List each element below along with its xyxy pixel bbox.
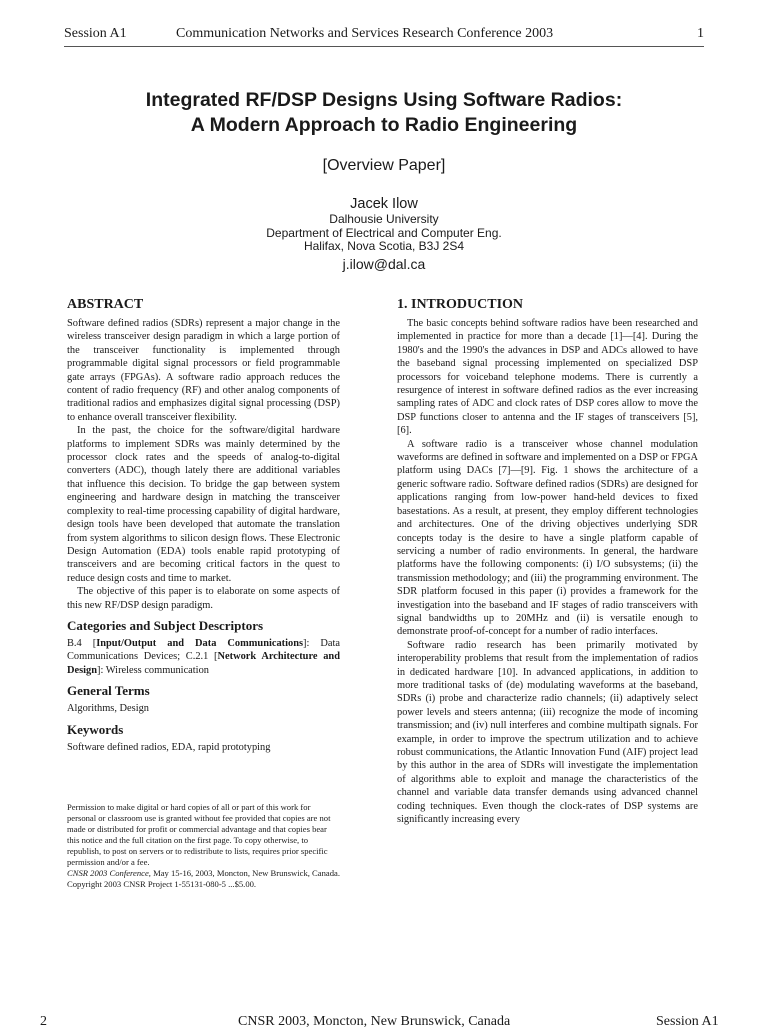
paper-title xyxy=(0,88,768,138)
permission-notice xyxy=(67,802,340,890)
categories-heading: Categories and Subject Descriptors xyxy=(67,617,264,633)
abstract-paragraph: Software defined radios (SDRs) represent a major change in the wireless transceiver design paradigm in which a large portion of the transceiver functionality is implemented through programmable digital signal processors or field programmable gate arrays (FPGAs). A software radio approach reduces the content of radio frequency (RF) and other analog components of traditional radios and emphasizes digital signal processing (DSP) to enhance overall transceiver flexibility. xyxy=(67,318,340,423)
left-column xyxy=(67,296,340,754)
header-conference: Communication Networks and Services Research Conference 2003 xyxy=(176,26,554,41)
general-terms-text: Algorithms, Design xyxy=(67,703,149,715)
running-header xyxy=(64,26,704,46)
categories-part: ]: Data Communications Devices; C.2.1 [ xyxy=(67,637,341,663)
author-block xyxy=(0,195,768,274)
abstract-paragraph: The objective of this paper is to elaborate on some aspects of this new RF/DSP design paradigm. xyxy=(67,586,340,611)
keywords-heading: Keywords xyxy=(67,721,124,737)
abstract-heading: ABSTRACT xyxy=(67,297,144,312)
footer-page-number: 2 xyxy=(40,1014,47,1029)
author-email[interactable]: j.ilow@dal.ca xyxy=(342,255,426,272)
author-university: Dalhousie University xyxy=(329,212,439,226)
running-footer xyxy=(0,1014,768,1034)
footer-session: Session A1 xyxy=(656,1014,719,1029)
conference-name: CNSR 2003 Conference xyxy=(67,868,149,878)
conference-details: , May 15-16, 2003, Moncton, New Brunswick, Canada. xyxy=(148,868,340,878)
author-address: Halifax, Nova Scotia, B3J 2S4 xyxy=(303,239,465,253)
header-page-number: 1 xyxy=(697,26,704,41)
permission-text: Permission to make digital or hard copies of all or part of this work for personal or classroom use is granted without fee provided that copies are not made or distributed for profit or commercial advantage and that copies bear this notice and the full citation on the first page. To copy otherwise, to republish, to post on servers or to redistribute to lists, requires prior specific permission and/or a fee. xyxy=(67,802,331,867)
abstract-paragraph: In the past, the choice for the software/digital hardware platforms to implement SDRs was mainly determined by the processor clock rates and the speeds of analog-to-digital converters (ADC), though lately there are additional variables that influence this decision. To bridge the gap between system engineering and hardware design in matching the transceiver complexity to real-time processing capability of digital hardware, design tools have been developed that automate the translation from system algorithms to silicon design flows. These Electronic Design Automation (EDA) tools enable rapid prototyping of transceivers and are becoming critical factors in the quest to reduce design costs and time to market. xyxy=(67,425,340,584)
title-line-2: A Modern Approach to Radio Engineering xyxy=(190,114,578,136)
author-department: Department of Electrical and Computer Eng. xyxy=(266,225,502,240)
title-line-1: Integrated RF/DSP Designs Using Software Radios: xyxy=(145,89,623,111)
copyright-text: Copyright 2003 CNSR Project 1-55131-080-5 ...$5.00. xyxy=(67,879,257,889)
categories-text xyxy=(67,637,340,677)
keywords-text: Software defined radios, EDA, rapid prototyping xyxy=(67,741,271,753)
paper-subtitle: [Overview Paper] xyxy=(322,157,446,174)
right-column xyxy=(397,296,698,826)
categories-bold: Input/Output and Data Communications xyxy=(96,637,304,649)
footer-conference: CNSR 2003, Moncton, New Brunswick, Canada xyxy=(238,1014,511,1029)
header-session: Session A1 xyxy=(64,26,127,41)
header-rule xyxy=(64,46,704,47)
author-name: Jacek Ilow xyxy=(350,196,418,212)
categories-bold: Network Architecture and Design xyxy=(67,651,340,676)
categories-part: ]: Wireless communication xyxy=(97,664,209,676)
intro-paragraph: The basic concepts behind software radios have been researched and implemented in practice for more than a decade [1]—[4]. During the 1980's and the 1990's the advances in DSP and ADCs allowed to have the baseband signal processing implemented on specialized DSP processors for voiceband telephone modems. There is currently a resurgence of interest in software defined radios as the ever increasing sampling rates of ADC and clock rates of DSP cores allow to move the DSP functions closer to antenna and the IF stages of transceivers [5], [6]. xyxy=(397,318,698,437)
general-terms-heading: General Terms xyxy=(67,683,150,699)
conference-info xyxy=(67,868,340,879)
intro-paragraph: Software radio research has been primarily motivated by interoperability problems that result from the implementation of radios in dedicated hardware [10]. In advanced applications, in addition to more traditional tasks of (de) modulating waveforms at the baseband, SDRs (i) probe and characterize radio channels; (ii) adaptively select power levels and steers antenna; (iii) recognize the mode of incoming transmission; and (iv) null interferes and combine multipath signals. For example, in order to improve the spectrum utilization and to achieve robust communications, the Atlantic Innovation Fund (AIF) project lead by this author in the area of SDRs will investigate the implementation of algorithms able to exploit and manage the characteristics of the channel and variable data transfer demands using advanced channel coding techniques. Even though the clock-rates of DSP systems are significantly increasing every xyxy=(397,639,698,826)
introduction-heading: 1. INTRODUCTION xyxy=(397,297,524,312)
categories-part: B.4 [ xyxy=(67,637,97,649)
intro-paragraph: A software radio is a transceiver whose channel modulation waveforms are defined in software and implemented on a DSP or FPGA platform using DACs [7]—[9]. Fig. 1 shows the architecture of a generic software radio. Software defined radios (SDRs) are designed for applications ranging from low-power hand-held devices to fixed basestations. As a result, at present, they employ different technologies and architectures. One of the driving objectives underlying SDR concepts today is the desire to have a single platform capable of servicing a number of radio environments. In general, the hardware platforms have the following components: (i) I/O subsystems; (ii) the transmission methodology; and (iii) the programming environment. The SDR platform focused in this paper (i) provides a framework for the investigation into the baseband and IF stages of radio transceivers with signal bandwidths up to 20MHz and (ii) is versatile enough to demonstrate proof-of-concept for a number of radio interfaces. xyxy=(397,438,698,638)
